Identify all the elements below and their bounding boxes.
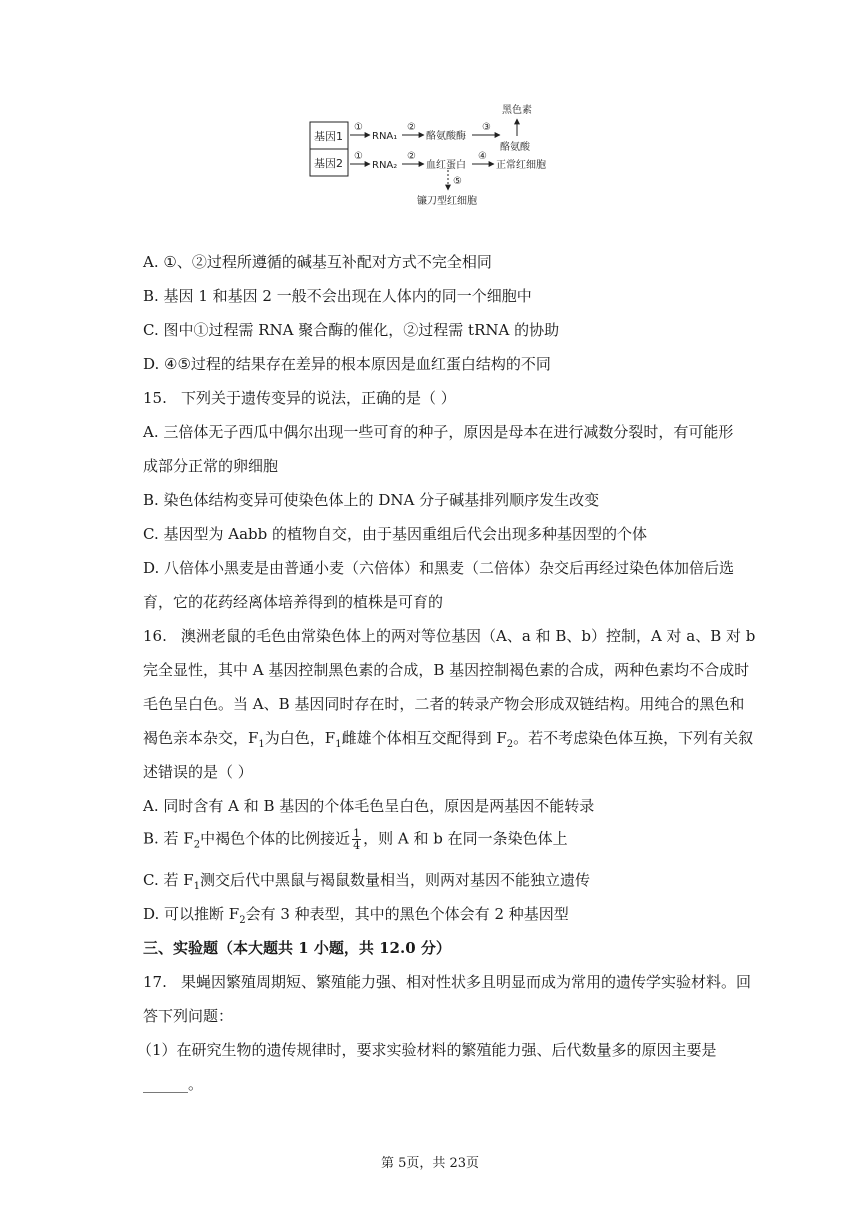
subscript-1: 1 — [258, 739, 265, 750]
subscript-2: 2 — [239, 915, 246, 926]
q16-stem1-text: 澳洲老鼠的毛色由常染色体上的两对等位基因（A、a 和 B、b）控制，A 对 a、B 对 b — [181, 627, 756, 645]
q15-option-d-line1: D. 八倍体小黑麦是由普通小麦（六倍体）和黑麦（二倍体）杂交后再经过染色体加倍后选 — [143, 559, 735, 577]
fraction-denominator: 4 — [353, 839, 361, 852]
q16-option-b-mid: 中褐色个体的比例接近 — [200, 829, 351, 848]
sickle-rbc-label: 镰刀型红细胞 — [417, 196, 477, 207]
q14-option-d: D. ④⑤过程的结果存在差异的根本原因是血红蛋白结构的不同 — [143, 355, 551, 373]
q16-stem-line3: 毛色呈白色。当 A、B 基因同时存在时，二者的转录产物会形成双链结构。用纯合的黑色和 — [143, 695, 745, 713]
q15-stem — [143, 388, 456, 408]
step4-label: ④ — [478, 151, 487, 162]
subscript-2: 2 — [193, 839, 201, 851]
tyrosine-label: 酪氨酸 — [500, 142, 530, 153]
q16-option-d — [143, 904, 569, 931]
q17-number: 17. — [143, 973, 167, 991]
q16-stem4-part-b: 为白色，F — [264, 729, 336, 747]
subscript-1: 1 — [335, 739, 342, 750]
normal-rbc-label: 正常红细胞 — [496, 160, 546, 171]
q16-stem4-part-a: 褐色亲本杂交，F — [143, 729, 259, 747]
step1-label-row2: ① — [354, 151, 363, 162]
step3-label: ③ — [482, 122, 491, 133]
q16-stem4-part-d: 。若不考虑染色体互换，下列有关叙 — [513, 729, 754, 747]
q16-stem-line2: 完全显性，其中 A 基因控制黑色素的合成，B 基因控制褐色素的合成，两种色素均不合成时 — [143, 661, 750, 679]
section-heading: 三、实验题（本大题共 1 小题，共 12.0 分） — [143, 939, 451, 957]
q15-option-a-line2: 成部分正常的卵细胞 — [143, 457, 279, 475]
q17-stem-line1 — [143, 972, 751, 992]
q15-option-c: C. 基因型为 Aabb 的植物自交，由于基因重组后代会出现多种基因型的个体 — [143, 525, 647, 543]
q16-number: 16. — [143, 627, 167, 645]
step1-label-row1: ① — [354, 122, 363, 133]
q16-option-a: A. 同时含有 A 和 B 基因的个体毛色呈白色，原因是两基因不能转录 — [143, 797, 595, 815]
subscript-1: 1 — [193, 881, 201, 892]
subscript-2: 2 — [506, 739, 514, 750]
q16-option-c-pre: C. 若 F — [143, 871, 194, 889]
q16-option-c-post: 测交后代中黑鼠与褐鼠数量相当，则两对基因不能独立遗传 — [200, 871, 591, 889]
q15-stem-text: 下列关于遗传变异的说法，正确的是（ ） — [181, 389, 456, 407]
q15-option-b: B. 染色体结构变异可使染色体上的 DNA 分子碱基排列顺序发生改变 — [143, 491, 600, 509]
q15-number: 15. — [143, 389, 167, 407]
tyrosinase-label: 酪氨酸酶 — [426, 131, 466, 142]
q16-stem-line1 — [143, 626, 755, 646]
rna2-label: RNA₂ — [372, 160, 398, 171]
q16-stem4-part-c: 雌雄个体相互交配得到 F — [341, 729, 507, 747]
q16-stem-line5: 述错误的是（ ） — [143, 763, 253, 781]
page-footer: 第 5页，共 23页 — [380, 1156, 480, 1171]
q16-option-d-pre: D. 可以推断 F — [143, 905, 240, 923]
rna1-label: RNA₁ — [372, 131, 398, 142]
q17-stem1-text: 果蝇因繁殖周期短、繁殖能力强、相对性状多且明显而成为常用的遗传学实验材料。回 — [181, 973, 752, 991]
gene-expression-diagram — [300, 100, 570, 215]
step2-label-row1: ② — [407, 122, 416, 133]
q15-option-a-line1: A. 三倍体无子西瓜中偶尔出现一些可育的种子，原因是母本在进行减数分裂时，有可能形 — [143, 423, 734, 441]
q16-option-b-post: ，则 A 和 b 在同一条染色体上 — [363, 829, 568, 848]
gene1-label: 基因1 — [314, 130, 343, 143]
hemoglobin-label: 血红蛋白 — [426, 160, 466, 171]
q16-option-b — [143, 828, 568, 856]
q14-option-b: B. 基因 1 和基因 2 一般不会出现在人体内的同一个细胞中 — [143, 287, 532, 305]
q17-stem-line2: 答下列问题： — [143, 1007, 234, 1025]
q14-option-c: C. 图中①过程需 RNA 聚合酶的催化，②过程需 tRNA 的协助 — [143, 321, 560, 339]
fraction-numerator: 1 — [353, 827, 361, 840]
q14-option-a: A. ①、②过程所遵循的碱基互补配对方式不完全相同 — [143, 253, 492, 271]
gene2-label: 基因2 — [314, 157, 343, 170]
q16-option-d-post: 会有 3 种表型，其中的黑色个体会有 2 种基因型 — [245, 905, 569, 923]
q16-option-c — [143, 870, 590, 897]
q16-stem-line4 — [143, 728, 753, 755]
step5-label: ⑤ — [453, 176, 462, 187]
q16-option-b-pre: B. 若 F — [143, 829, 194, 848]
melanin-label: 黑色素 — [502, 105, 532, 116]
q17-subquestion-1: （1）在研究生物的遗传规律时，要求实验材料的繁殖能力强、后代数量多的原因主要是 — [137, 1041, 717, 1059]
step2-label-row2: ② — [407, 151, 416, 162]
q17-answer-blank: ______。 — [143, 1075, 204, 1093]
fraction-one-quarter — [352, 828, 361, 851]
q15-option-d-line2: 育，它的花药经离体培养得到的植株是可育的 — [143, 593, 444, 611]
